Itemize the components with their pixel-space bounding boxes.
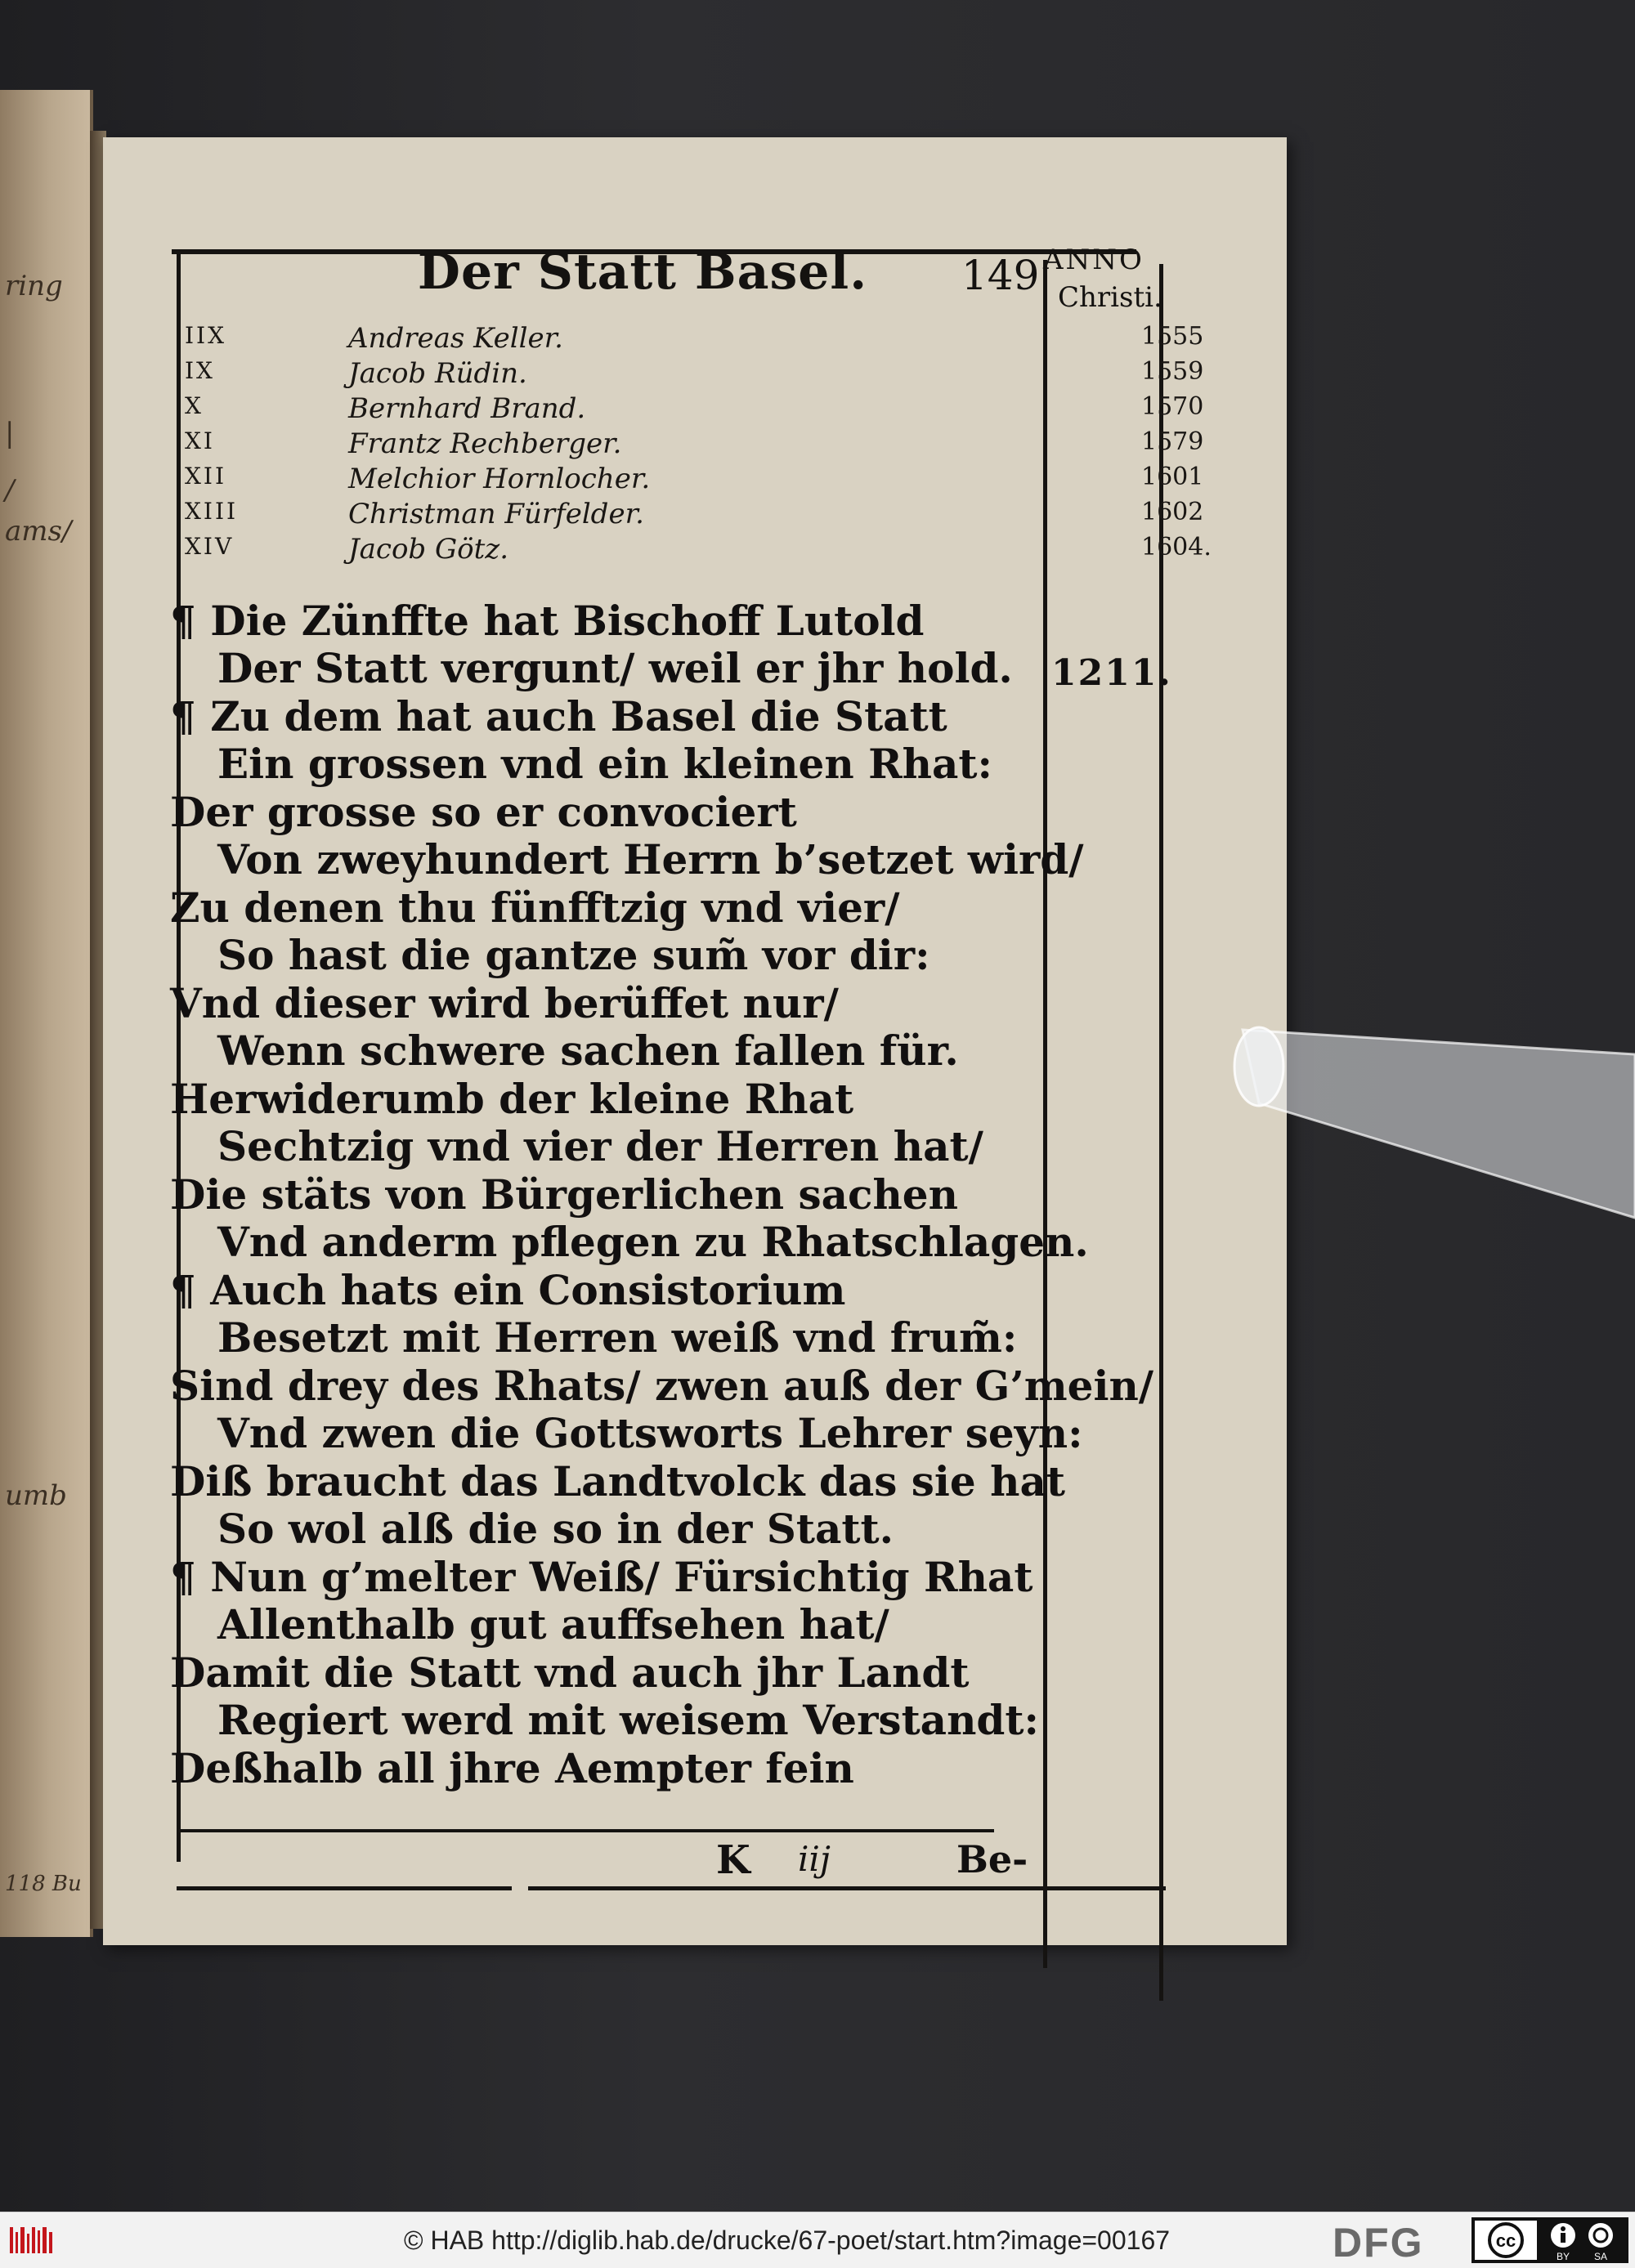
list-name: Jacob Götz.	[348, 533, 508, 566]
viewer-footer	[0, 2212, 1635, 2268]
list-year: 1602	[1141, 498, 1204, 526]
cc-license-badge[interactable]	[1472, 2217, 1628, 2263]
verse-line: Sechtzig vnd vier der Herren hat/	[217, 1122, 983, 1170]
list-name: Bernhard Brand.	[348, 392, 586, 425]
list-name: Melchior Hornlocher.	[348, 463, 651, 495]
footer-credit-link[interactable]: © HAB http://diglib.hab.de/drucke/67-poet/start.htm?image=00167	[404, 2226, 1171, 2255]
margin-heading-anno: ANNO	[1043, 244, 1144, 276]
page-clip	[1226, 1013, 1635, 1259]
verse-line: Der Statt vergunt/ weil er jhr hold.	[217, 644, 1013, 692]
previous-page-fragment: ring	[5, 270, 63, 302]
verse-line: So wol alß die so in der Statt.	[217, 1505, 894, 1553]
previous-page-edge	[0, 90, 93, 1937]
previous-page-fragment: |	[5, 417, 15, 450]
verse-line: Besetzt mit Herren weiß vnd frum̃:	[217, 1313, 1018, 1362]
verse-line: Sind drey des Rhats/ zwen auß der G’mein/	[170, 1362, 1154, 1410]
list-number: IIX	[185, 322, 227, 349]
list-number: XI	[185, 427, 215, 454]
signature-mark: K	[716, 1837, 750, 1883]
list-number: XII	[185, 463, 227, 490]
previous-page-fragment: ams/	[5, 515, 72, 548]
svg-text:cc: cc	[1495, 2230, 1516, 2251]
dfg-logo: DFG	[1333, 2220, 1424, 2266]
verse-line: Vnd anderm pflegen zu Rhatschlagen.	[217, 1218, 1089, 1266]
previous-page-fragment: /	[5, 474, 15, 507]
list-number: XIV	[185, 533, 235, 560]
margin-heading-christi: Christi.	[1058, 281, 1162, 314]
list-item	[185, 498, 1207, 534]
catchword: Be-	[956, 1837, 1028, 1881]
verse-line: Von zweyhundert Herrn b’setzet wird/	[217, 835, 1084, 883]
verse-line: Wenn schwere sachen fallen für.	[217, 1027, 959, 1075]
list-item	[185, 322, 1207, 358]
signature-folio: iij	[798, 1839, 831, 1879]
verse-line: Regiert werd mit weisem Verstandt:	[217, 1696, 1039, 1744]
list-number: XIII	[185, 498, 239, 525]
list-year: 1559	[1141, 357, 1204, 386]
list-name: Andreas Keller.	[348, 322, 563, 355]
running-title: Der Statt Basel.	[417, 244, 868, 301]
verse-line: ¶ Nun g’melter Weiß/ Fürsichtig Rhat	[170, 1553, 1033, 1601]
left-border	[177, 252, 181, 1862]
list-item	[185, 427, 1207, 463]
previous-page-fragment: umb	[5, 1479, 67, 1512]
list-name: Christman Fürfelder.	[348, 498, 644, 530]
verse-line: Diß braucht das Landtvolck das sie hat	[170, 1457, 1065, 1505]
verse-line: Herwiderumb der kleine Rhat	[170, 1075, 854, 1123]
verse-line: ¶ Zu dem hat auch Basel die Statt	[170, 692, 947, 740]
svg-text:SA: SA	[1593, 2251, 1608, 2262]
svg-text:BY: BY	[1556, 2251, 1570, 2262]
list-number: IX	[185, 357, 215, 384]
bottom-rule-left	[177, 1886, 512, 1890]
verse-line: Vnd zwen die Gottsworts Lehrer seyn:	[217, 1409, 1083, 1457]
bottom-rule-right	[528, 1886, 1166, 1890]
list-year: 1570	[1141, 392, 1204, 421]
list-year: 1555	[1141, 322, 1204, 351]
list-name: Frantz Rechberger.	[348, 427, 622, 460]
page-number: 149	[961, 252, 1040, 299]
cc-license-icon	[1472, 2217, 1628, 2263]
list-item	[185, 463, 1207, 499]
list-item	[185, 392, 1207, 428]
book-page	[103, 137, 1287, 1945]
barcode-icon	[8, 2224, 56, 2257]
list-year: 1579	[1141, 427, 1204, 456]
verse-line: Der grosse so er convociert	[170, 788, 797, 836]
list-year: 1601	[1141, 463, 1204, 491]
list-item	[185, 357, 1207, 393]
verse-line: Die stäts von Bürgerlichen sachen	[170, 1170, 958, 1219]
bottom-rule-upper	[177, 1829, 994, 1832]
list-year: 1604.	[1141, 533, 1212, 561]
verse-line: Allenthalb gut auffsehen hat/	[217, 1600, 889, 1648]
previous-page-fragment: 118 Bu	[5, 1872, 82, 1896]
verse-line: So hast die gantze sum̃ vor dir:	[217, 931, 930, 979]
verse-line: Vnd dieser wird berüffet nur/	[170, 979, 839, 1027]
verse-line: Zu denen thu fünfftzig vnd vier/	[170, 883, 900, 932]
verse-line: Damit die Statt vnd auch jhr Landt	[170, 1648, 970, 1697]
list-name: Jacob Rüdin.	[348, 357, 527, 390]
verse-line: ¶ Die Zünffte hat Bischoff Lutold	[170, 597, 925, 645]
margin-year: 1211.	[1051, 652, 1172, 694]
list-item	[185, 533, 1212, 569]
list-number: X	[185, 392, 204, 419]
verse-line: ¶ Auch hats ein Consistorium	[170, 1266, 846, 1314]
verse-line: Ein grossen vnd ein kleinen Rhat:	[217, 740, 992, 788]
verse-line: Deßhalb all jhre Aempter fein	[170, 1744, 854, 1792]
